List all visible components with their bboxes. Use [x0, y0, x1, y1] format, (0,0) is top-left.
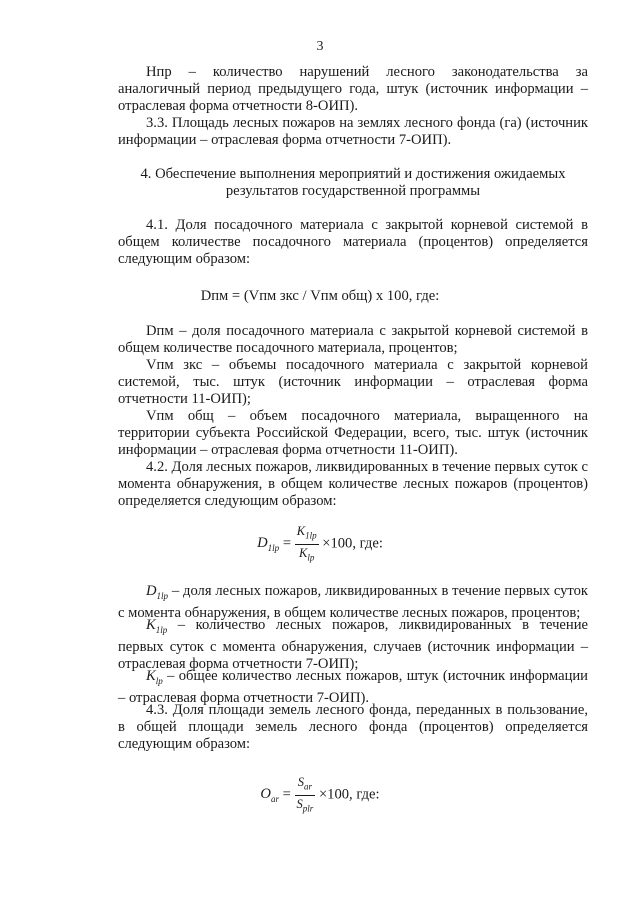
- formula3-tail: ×100, где:: [318, 786, 380, 803]
- definition-vpm-obsh: Vпм общ – объем посадочного материала, выращенного на территории субъекта Российской Федерации, всего, тыс. штук (источник информации – отраслевая форма отчетности 11-ОИП).: [118, 408, 588, 458]
- formula2-lhs: $D_{1lp}$: [257, 535, 280, 554]
- definition-klp: $K_{lp}$ – общее количество лесных пожаров, штук (источник информации – отраслевая форма отчетности 7-ОИП).: [118, 668, 588, 706]
- definition-d1lp: $D_{1lp}$ – доля лесных пожаров, ликвидированных в течение первых суток с момента обнаружения, в общем количестве лесных пожаров, процентов;: [118, 583, 588, 621]
- formula3-fraction: $\frac{S_{ar}}{S_{plr}}$: [296, 775, 314, 813]
- formula-oar: $O_{ar}$ = $\frac{S_{ar}}{S_{plr}}$ ×100, где:: [260, 775, 380, 813]
- definition-k1lp: $K_{1lp}$ – количество лесных пожаров, ликвидированных в течение первых суток с момента обнаружения, случаев (источник информации – отраслевая форма отчетности 7-ОИП);: [118, 617, 588, 672]
- formula2-fraction: $\frac{K_{1lp}}{K_{lp}}$: [296, 524, 317, 562]
- definition-vpm-zks: Vпм зкс – объемы посадочного материала с закрытой корневой системой, тыс. штук (источник информации – отраслевая форма отчетности 11-ОИП);: [118, 357, 588, 407]
- section-4-heading-line1: 4. Обеспечение выполнения мероприятий и достижения ожидаемых: [140, 166, 566, 182]
- paragraph-4-1: 4.1. Доля посадочного материала с закрытой корневой системой в общем количестве посадочного материала (процентов) определяется следующим образом:: [118, 217, 588, 267]
- section-4-heading: [118, 166, 588, 200]
- formula2-tail: ×100, где:: [322, 535, 383, 552]
- paragraph-4-2: 4.2. Доля лесных пожаров, ликвидированных в течение первых суток с момента обнаружения, в общем количестве лесных пожаров (процентов) определяется следующим образом:: [118, 459, 588, 509]
- definition-dpm: Dпм – доля посадочного материала с закрытой корневой системой в общем количестве посадочного материала, процентов;: [118, 323, 588, 356]
- section-4-heading-line2: результатов государственной программы: [225, 183, 481, 199]
- paragraph-npr: Нпр – количество нарушений лесного законодательства за аналогичный период предыдущего года, штук (источник информации – отраслевая форма отчетности 8-ОИП).: [118, 64, 588, 114]
- page-number: 3: [316, 39, 324, 54]
- paragraph-4-3: 4.3. Доля площади земель лесного фонда, переданных в пользование, в общей площади земель лесного фонда (процентов) определяется следующим образом:: [118, 702, 588, 752]
- formula-d1lp: $D_{1lp}$ = $\frac{K_{1lp}}{K_{lp}}$ ×100, где:: [257, 524, 383, 562]
- paragraph-3-3: 3.3. Площадь лесных пожаров на землях лесного фонда (га) (источник информации – отраслевая форма отчетности 7-ОИП).: [118, 115, 588, 148]
- formula3-lhs: $O_{ar}$: [260, 786, 279, 805]
- formula-dpm: Dпм = (Vпм зкс / Vпм общ) х 100, где:: [200, 288, 440, 304]
